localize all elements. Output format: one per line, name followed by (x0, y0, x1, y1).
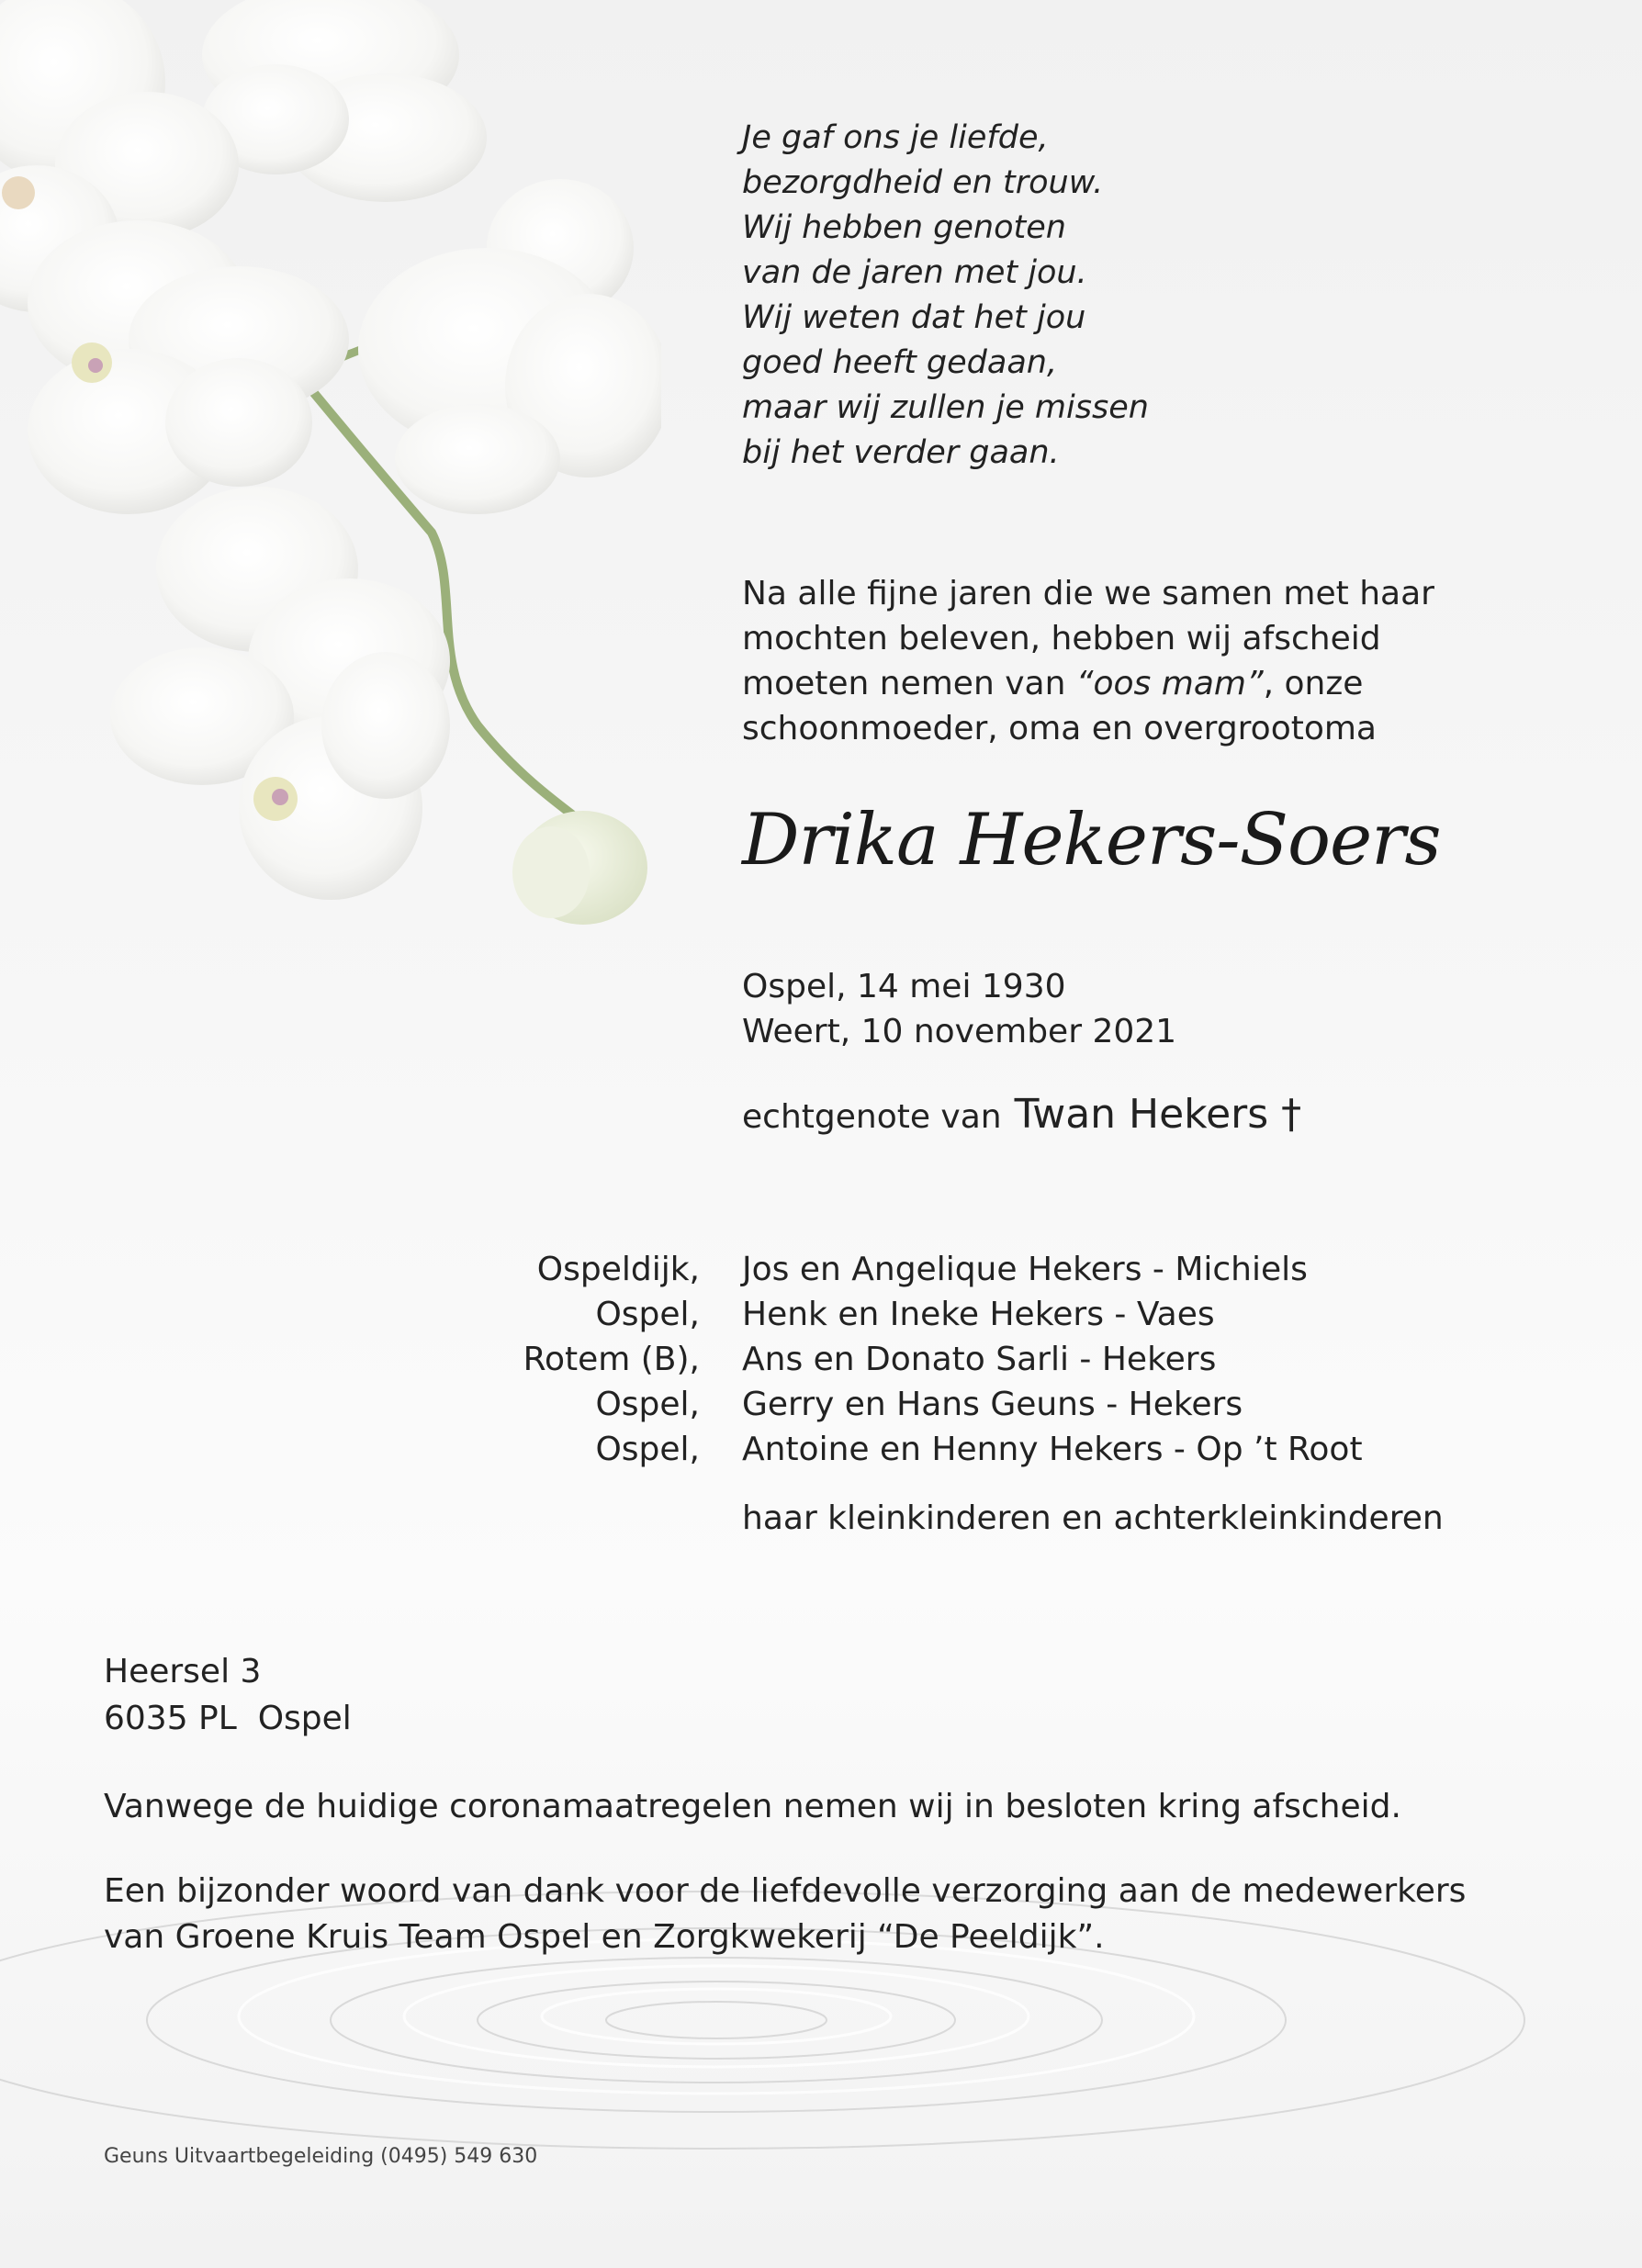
death-date: Weert, 10 november 2021 (742, 1013, 1177, 1050)
funeral-director-footer: Geuns Uitvaartbegeleiding (0495) 549 630 (104, 2145, 538, 2168)
family-names: Jos en Angelique Hekers - Michiels (742, 1251, 1308, 1288)
intro-text-segment: moeten nemen van (742, 665, 1076, 702)
family-row (441, 1292, 1363, 1337)
family-place: Ospel, (595, 1296, 700, 1333)
poem (742, 116, 1149, 476)
family-names: Henk en Ineke Hekers - Vaes (742, 1296, 1215, 1333)
family-names: Ans en Donato Sarli - Hekers (742, 1341, 1217, 1378)
family-row (441, 1247, 1363, 1292)
life-dates (742, 964, 1176, 1054)
spouse-name: Twan Hekers † (1014, 1091, 1302, 1138)
family-row (441, 1382, 1363, 1427)
poem-line: Je gaf ons je liefde, (742, 119, 1049, 156)
orchid-flowers-image (0, 0, 661, 946)
intro-line: Na alle fijne jaren die we samen met haar (742, 575, 1434, 612)
family-list (441, 1247, 1363, 1472)
intro-text-segment: , onze (1263, 665, 1364, 702)
family-place: Ospeldijk, (536, 1251, 700, 1288)
spouse-line (742, 1091, 1301, 1138)
thanks-line: van Groene Kruis Team Ospel en Zorgkwekerij “De Peeldijk”. (104, 1918, 1105, 1956)
poem-line: Wij hebben genoten (742, 209, 1066, 246)
corona-notice: Vanwege de huidige coronamaatregelen nemen wij in besloten kring afscheid. (104, 1788, 1401, 1825)
birth-date: Ospel, 14 mei 1930 (742, 968, 1066, 1005)
intro-text (742, 571, 1477, 751)
family-row (441, 1427, 1363, 1472)
family-names: Antoine en Henny Hekers - Op ’t Root (742, 1431, 1363, 1468)
family-names: Gerry en Hans Geuns - Hekers (742, 1386, 1243, 1423)
poem-line: van de jaren met jou. (742, 254, 1087, 291)
poem-line: bezorgdheid en trouw. (742, 164, 1104, 201)
deceased-name: Drika Hekers-Soers (742, 799, 1441, 881)
thanks-line: Een bijzonder woord van dank voor de liefdevolle verzorging aan de medewerkers (104, 1872, 1467, 1910)
spouse-label: echtgenote van (742, 1098, 1002, 1136)
intro-line: mochten beleven, hebben wij afscheid (742, 620, 1381, 657)
address-city: 6035 PL Ospel (104, 1700, 352, 1737)
family-place: Rotem (B), (523, 1341, 700, 1378)
poem-line: goed heeft gedaan, (742, 344, 1058, 381)
address-block (104, 1648, 352, 1742)
grandchildren-line: haar kleinkinderen en achterkleinkinderen (742, 1499, 1444, 1537)
address-street: Heersel 3 (104, 1653, 262, 1690)
poem-line: bij het verder gaan. (742, 434, 1060, 471)
intro-line: schoonmoeder, oma en overgrootoma (742, 710, 1377, 747)
family-row (441, 1337, 1363, 1382)
family-place: Ospel, (595, 1431, 700, 1468)
poem-line: maar wij zullen je missen (742, 389, 1149, 426)
intro-line (742, 661, 1477, 706)
family-place: Ospel, (595, 1386, 700, 1423)
nickname-quote: “oos mam” (1075, 665, 1264, 702)
poem-line: Wij weten dat het jou (742, 299, 1086, 336)
thanks-text (104, 1869, 1466, 1960)
